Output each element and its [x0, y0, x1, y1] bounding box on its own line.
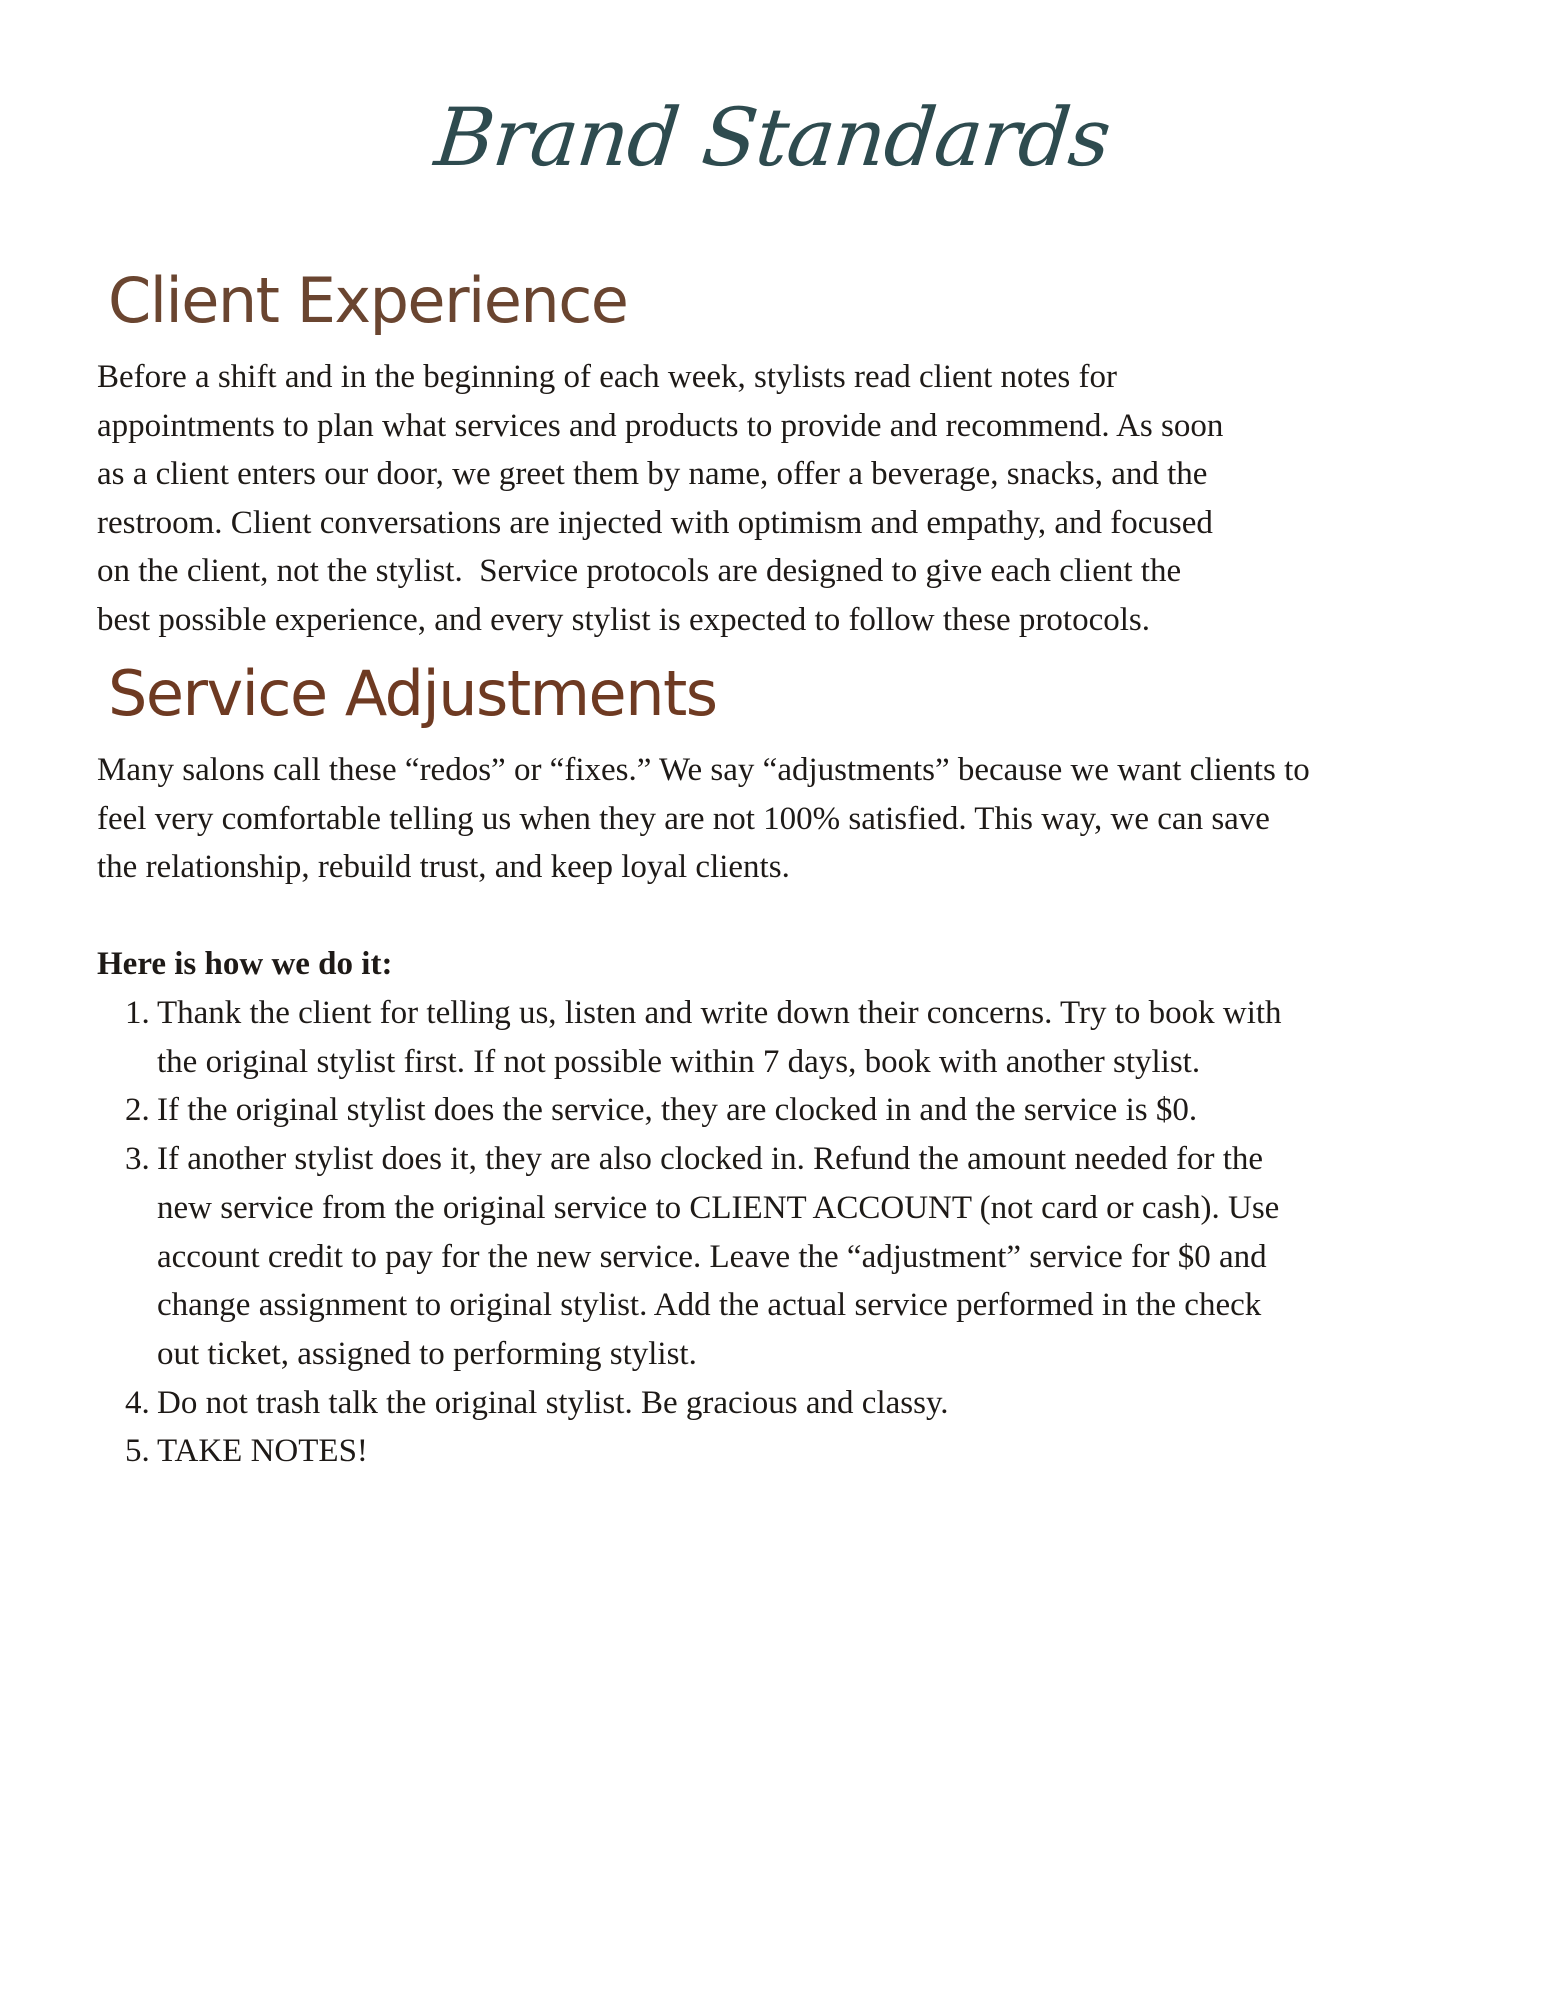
step-number: 3. [125, 1141, 150, 1178]
client-experience-paragraph [97, 353, 1223, 644]
step-number: 4. [125, 1384, 150, 1421]
paragraph-line: restroom. Client conversations are injected with optimism and empathy, and focused [97, 504, 1213, 541]
step-line: new service from the original service to CLIENT ACCOUNT (not card or cash). Use [157, 1189, 1280, 1226]
step-line: the original stylist first. If not possible within 7 days, book with another stylist. [157, 1043, 1201, 1080]
step-line: change assignment to original stylist. Add the actual service performed in the check [157, 1287, 1262, 1324]
page-title: Brand Standards [430, 91, 1115, 184]
step-line: If the original stylist does the service, they are clocked in and the service is $0. [157, 1092, 1198, 1129]
step-line: Do not trash talk the original stylist. Be gracious and classy. [157, 1384, 949, 1421]
step-line: out ticket, assigned to performing stylist. [157, 1335, 697, 1372]
step-line: TAKE NOTES! [157, 1433, 368, 1470]
paragraph-line: feel very comfortable telling us when they are not 100% satisfied. This way, we can save [97, 800, 1270, 837]
step-line: account credit to pay for the new service. Leave the “adjustment” service for $0 and [157, 1238, 1267, 1275]
step-number: 1. [125, 995, 150, 1031]
step-line: Thank the client for telling us, listen and write down their concerns. Try to book with [157, 995, 1282, 1031]
step-item [97, 1135, 1282, 1379]
paragraph-line: Before a shift and in the beginning of each week, stylists read client notes for [97, 359, 1117, 395]
paragraph-line: Many salons call these “redos” or “fixes.” We say “adjustments” because we want clients to [97, 752, 1310, 788]
adjustment-steps-list [97, 989, 1282, 1476]
step-line: If another stylist does it, they are also clocked in. Refund the amount needed for the [157, 1141, 1264, 1178]
step-number: 5. [125, 1433, 150, 1470]
step-number: 2. [125, 1092, 150, 1129]
client-experience-heading: Client Experience [108, 264, 628, 337]
paragraph-line: on the client, not the stylist. Service protocols are designed to give each client the [97, 553, 1182, 589]
paragraph-line: best possible experience, and every stylist is expected to follow these protocols. [97, 601, 1150, 638]
step-item [97, 1427, 1282, 1476]
service-adjustments-heading: Service Adjustments [108, 657, 717, 730]
step-item [97, 1379, 1282, 1428]
how-we-do-it-subheading: Here is how we do it: [97, 946, 393, 982]
paragraph-line: the relationship, rebuild trust, and keep loyal clients. [97, 849, 790, 885]
step-item [97, 1086, 1282, 1135]
service-adjustments-paragraph [97, 746, 1310, 892]
paragraph-line: appointments to plan what services and products to provide and recommend. As soon [97, 407, 1224, 444]
step-item [97, 989, 1282, 1086]
paragraph-line: as a client enters our door, we greet them by name, offer a beverage, snacks, and the [97, 456, 1208, 492]
